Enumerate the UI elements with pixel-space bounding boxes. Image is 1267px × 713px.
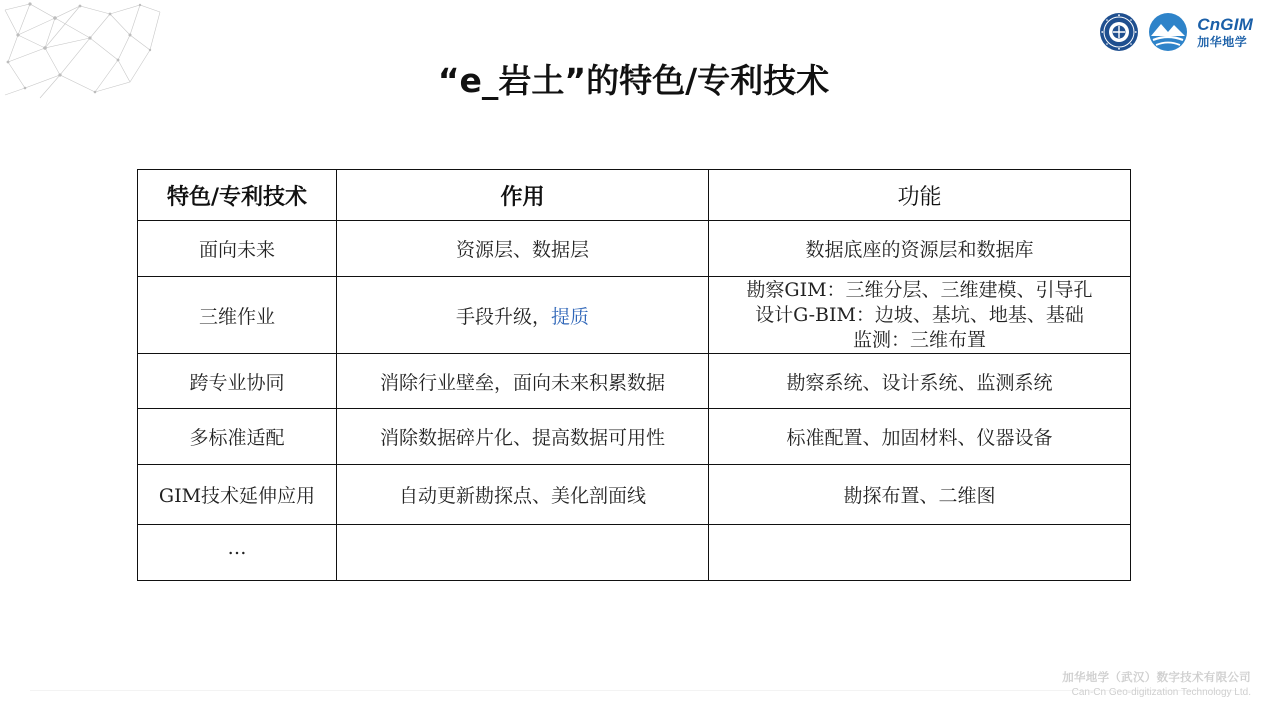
table-row bbox=[138, 525, 1131, 581]
cell-role bbox=[337, 277, 709, 354]
page-title: “e_岩土”的特色/专利技术 bbox=[437, 61, 830, 100]
cell-role: 资源层、数据层 bbox=[337, 221, 709, 277]
table-row bbox=[138, 465, 1131, 525]
brand-name-cn: 加华地学 bbox=[1197, 34, 1248, 49]
cngim-logo-icon bbox=[1147, 12, 1189, 52]
cell-function: 标准配置、加固材料、仪器设备 bbox=[709, 409, 1131, 465]
cell-feature: GIM技术延伸应用 bbox=[138, 465, 337, 525]
footer-company-cn: 加华地学（武汉）数字技术有限公司 bbox=[1062, 670, 1251, 684]
cell-role-text: 手段升级， bbox=[455, 305, 551, 328]
function-line: 监测：三维布置 bbox=[852, 328, 986, 351]
table-row bbox=[138, 221, 1131, 277]
cell-feature: 三维作业 bbox=[138, 277, 337, 354]
footer-divider bbox=[30, 690, 1237, 691]
cell-role: 消除行业壁垒，面向未来积累数据 bbox=[337, 354, 709, 409]
cell-role: 消除数据碎片化、提高数据可用性 bbox=[337, 409, 709, 465]
table-row bbox=[138, 409, 1131, 465]
university-seal-icon bbox=[1099, 12, 1139, 52]
table-header-row bbox=[138, 170, 1131, 221]
feature-table bbox=[137, 169, 1131, 581]
cell-role: 自动更新勘探点、美化剖面线 bbox=[337, 465, 709, 525]
header-function: 功能 bbox=[709, 170, 1131, 221]
brand-text bbox=[1197, 16, 1253, 48]
cell-function: 数据底座的资源层和数据库 bbox=[709, 221, 1131, 277]
cell-function bbox=[709, 277, 1131, 354]
header-role: 作用 bbox=[337, 170, 709, 221]
cell-feature: 跨专业协同 bbox=[138, 354, 337, 409]
table-row bbox=[138, 354, 1131, 409]
header-logos bbox=[1099, 10, 1253, 54]
cell-feature: 面向未来 bbox=[138, 221, 337, 277]
function-line: 勘察GIM：三维分层、三维建模、引导孔 bbox=[746, 278, 1093, 301]
function-line: 设计G-BIM：边坡、基坑、地基、基础 bbox=[755, 303, 1084, 326]
cell-role-highlight: 提质 bbox=[551, 305, 590, 328]
brand-name-en: CnGIM bbox=[1197, 14, 1253, 34]
cell-feature: 多标准适配 bbox=[138, 409, 337, 465]
cell-function: 勘察系统、设计系统、监测系统 bbox=[709, 354, 1131, 409]
table-row bbox=[138, 277, 1131, 354]
footer-company-en: Can-Cn Geo-digitization Technology Ltd. bbox=[1071, 687, 1251, 698]
cell-role bbox=[337, 525, 709, 581]
cell-function: 勘探布置、二维图 bbox=[709, 465, 1131, 525]
cell-function bbox=[709, 525, 1131, 581]
footer bbox=[1062, 669, 1251, 698]
cell-feature: … bbox=[138, 525, 337, 581]
header-feature: 特色/专利技术 bbox=[138, 170, 337, 221]
